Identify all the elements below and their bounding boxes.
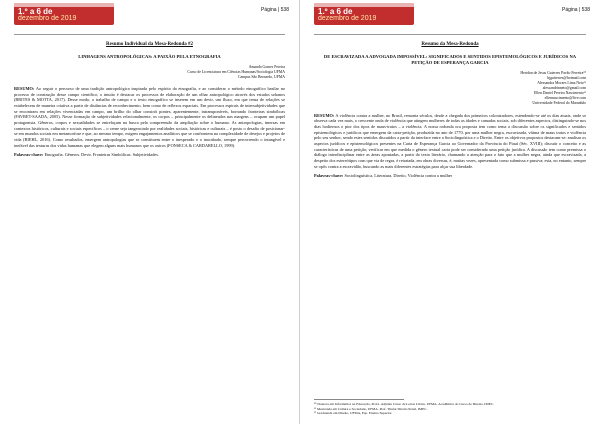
article-title: LINHAGENS ANTROPOLÓGICAS: A PAIXÃO PELA ETNOGRAFIA (78, 53, 221, 59)
footnote: ¹⁰ Doutora em Informática na Educação, Profa. Adjunta Curso de Letras Libras, UFMA. Acadêmica do Curso de Direito, IMEC. (314, 401, 494, 406)
keywords (14, 152, 285, 158)
event-banner (14, 3, 114, 25)
keywords-text: Etnografia. Gêneros. Devir. Fronteiras Simbólicas. Subjetividades. (44, 152, 159, 158)
article-title: DE ESCRAVIZADA A ADVOGADA IMPOSSÍVEL: SIGNIFICADOS E SENTIDOS EPISTEMOLÓGICOS E JURÍDICOS NA PETIÇÃO DE ESPERANÇA GARCIA (323, 53, 577, 65)
author-line: Heridan de Jesus Guterres Pavão Ferreira¹⁰ (520, 70, 586, 75)
keywords-label: Palavras-chave: (14, 152, 44, 158)
author-email: alessandrinneto@gmail.com (542, 86, 586, 91)
author-line: Campus São Bernardo, UFMA (237, 74, 285, 79)
page-number: Página | 538 (562, 7, 590, 13)
event-banner (314, 3, 414, 25)
author-email: ellennascimento@live.com (544, 96, 586, 101)
author-affiliation: Universidade Federal do Maranhão (532, 101, 586, 106)
author-line: Ellen Daniel Pereira Nascimento¹² (533, 91, 586, 96)
abstract-text: Ao seguir o percurso de uma tradição antropológica inspirada pelo espírito da etnografia, e ao considerar o método etnográfico basilar no processo de construção desse campo científico, o intuito é destacar os processos de elaboração de um olhar antropológico através dos estudos urbanos (BRITES & MOTTA, 2017). Desse modo, o trabalho de campo e o texto etnográfico se inserem em um devir, um fluxo, em que tensa de relações se estabelecem de maneira criativa a partir de distâncias de reconhecimento, bem como de reflexos espaciais. Em processos espirais de intersubjetividades que se encontram em relações vivenciadas em campo, um brilho do olhar constrói pontes, aparentemente, intransponíveis, borrando fronteiras simbólicas (FAVRET-SAADA, 2005). Nesse formação de subjetividades relacionalmente, os corpos – principalmente os delineados nas margens – ocupam um papel protagonista. Gêneros, corpos e sexualidades se entrelaçam na busca pela compreensão da ampliação sobre o humano. As antropologias, imersas em contextos históricos, culturais e sociais específicos – o cerne seja tangenciado por realidades sociais, históricas e culturais – é posto o desafio de posicionar-se em mundos sociais em metamorfose e que, ao mesmo tempo, exigem engajamentos analíticos que se confrontem na complexidade de desejos e projetos de vida (BIEHL, 2016). Como resultados, emergem antropologias que se constituem entre o inesperado e o inacabado, sempre percorrendo o intangível e inefável das texturas dos vidas humanas que elegem alguns mais humanos que os outros (FONSECA & CARDARELLO, 1999). (14, 86, 286, 148)
abstract-text: A violência contra a mulher, no Brasil, remonta séculos, desde a chegada dos primeiros colonizadores, estendendo-se até os dias atuais, onde se observa cada vez mais, o crescente onda de violência que atingem mulheres de todas as idades e camadas sociais, sob diferentes aspectos, distinguindo-se nos dias hodiernos o pior dos tipos de maus-tratos – a violência. A nossa rodonda ora proposta tem como tema a discussão sobre os significados e sentidos epistemológicos e jurídicos que emergem da carta-petição, produzida no ano de 1770, por uma mulher negra, escravizada, vítima de maus tratos e violência pelo seu senhor, sendo estes sentidos discutidos a partir da interface entre a Sociolinguística e o Direito. Entre os objetivos propostos destacam-se: analisar os aspectos jurídicos e epistemológicos presentes na Carta de Esperança Garcia ao Governador da Província do Piauí (Séc. XVIII); discutir o conceito e as características de uma petição; verificar em que medida o gênero textual carta pode ser considerado uma petição jurídica. A discussão tem como premissa o diálogo interdisciplinar entre as áreas apontadas, a partir do texto literário, chamando a atenção para o fato que a mulher negra, ainda que escravizada, a despeito dos estereótipos com que via de regra, é retratada, em obras diversas, é, muitas vezes, apresentada como submissa e passiva; esta, no entanto, sempre se opôs contra a escravidão, buscando as mais diferentes estratégias para alçar sua liberdade. (314, 112, 586, 169)
authors-block (14, 65, 285, 80)
banner-line-2: dezembro de 2019 (18, 15, 77, 22)
author-line: Alessandra Moraes Lima Neto¹¹ (537, 80, 586, 85)
section-title: Resumo da Mesa-Redonda (421, 42, 479, 47)
abstract-label: RESUMO: (14, 86, 35, 92)
abstract-label: RESUMO: (314, 112, 335, 118)
page-number: Página | 538 (261, 7, 289, 13)
keywords (314, 173, 586, 179)
section-title: Resumo Individual da Mesa-Redonda #2 (106, 42, 193, 47)
header-divider (314, 34, 586, 35)
keywords-label: Palavras-chave: (314, 173, 344, 179)
banner-line-2: dezembro de 2019 (318, 15, 377, 22)
footnote: ¹² Graduanda em Direito, UFMA, Esp. Ensino Superior. (314, 411, 393, 416)
banner-line-1: 1.º a 6 de (18, 7, 53, 16)
abstract (314, 113, 586, 170)
keywords-text: Sociolinguística, Literatura, Direito, Violência contra a mulher (344, 173, 453, 179)
abstract (14, 86, 285, 148)
author-line: Amanda Gomes Pereira (248, 64, 285, 69)
header-divider (14, 34, 285, 35)
footnotes (314, 399, 586, 416)
author-line: Curso de Licenciatura em Ciências Humanas/Sociologia UFMA (187, 69, 285, 74)
banner-line-1: 1.º a 6 de (318, 7, 353, 16)
footnote: ¹¹ Mestranda em Cultura e Sociedade, UFMA. Prof. Titular Direito Penal, IMEC. (314, 406, 428, 411)
page-content (314, 40, 586, 179)
authors-block (314, 71, 586, 107)
footnote-divider (314, 399, 404, 400)
right-page (300, 0, 600, 424)
author-email: hjgutterres@hotmail.com (547, 75, 586, 80)
page-content (14, 40, 285, 158)
